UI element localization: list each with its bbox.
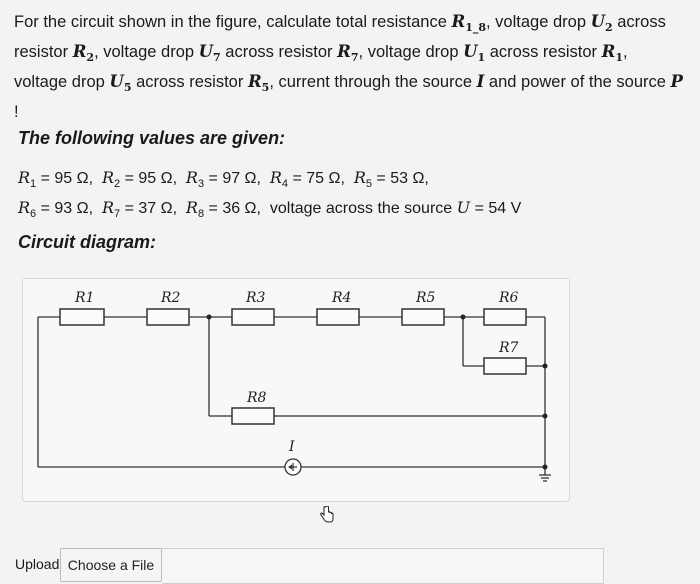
resistor-r7 (484, 358, 526, 374)
symbol-i: I (476, 72, 485, 91)
problem-text: across resistor (136, 73, 244, 91)
symbol-p: P (670, 72, 683, 91)
value-r4: $R_4 = 75$ Ω, (269, 168, 345, 190)
value-r7: $R_7 = 37$ Ω, (101, 198, 178, 220)
value-r3: $R_3 = 97$ Ω, (185, 168, 261, 190)
given-values-heading: The following values are given: (18, 128, 286, 148)
problem-text: , current through the source (269, 73, 473, 91)
choose-file-button[interactable]: Choose a File (60, 548, 162, 582)
label-r4: R4 (332, 290, 352, 306)
label-r1: R1 (75, 290, 95, 306)
resistor-r1 (60, 309, 104, 325)
value-source-voltage: voltage across the source U = 54 V (269, 198, 522, 217)
problem-text: and power of the source (488, 73, 666, 91)
problem-text: , voltage drop (94, 43, 195, 61)
value-r8: $R_8 = 36$ Ω, (185, 198, 261, 220)
problem-text: , voltage drop (358, 43, 459, 61)
upload-row (0, 542, 700, 584)
circuit-diagram (22, 278, 570, 502)
upload-label: Upload (15, 556, 60, 572)
junction-dot (461, 315, 466, 320)
given-values (18, 166, 521, 226)
circuit-diagram-heading: Circuit diagram: (18, 232, 157, 252)
resistor-r5 (402, 309, 444, 325)
junction-dot (543, 364, 548, 369)
value-r2: $R_2 = 95$ Ω, (101, 168, 178, 190)
label-r7: R7 (499, 340, 519, 356)
resistor-r8 (232, 408, 274, 424)
problem-text: across resistor (225, 43, 333, 61)
label-r6: R6 (499, 290, 519, 306)
symbol-u5: $U_5$ (109, 72, 132, 94)
label-source-current: I (289, 439, 295, 455)
problem-text: For the circuit shown in the figure, calculate total resistance (14, 13, 447, 31)
values-line-2 (18, 196, 521, 226)
label-r5: R5 (416, 290, 436, 306)
symbol-r18: $R_{1\_8}$ (451, 12, 487, 34)
junction-dot (207, 315, 212, 320)
value-r6: $R_6 = 93$ Ω, (18, 198, 94, 220)
symbol-r1: $R_1$ (601, 42, 623, 64)
label-r3: R3 (246, 290, 266, 306)
symbol-u7: $U_7$ (198, 42, 221, 64)
problem-text: across resistor (489, 43, 598, 61)
symbol-u1: $U_1$ (463, 42, 486, 64)
file-name-area[interactable] (162, 548, 604, 584)
symbol-u2: $U_2$ (590, 12, 613, 34)
value-r1: $R_1 = 95$ Ω, (18, 168, 94, 190)
label-r8: R8 (247, 390, 267, 406)
problem-text: across resistor (14, 13, 666, 61)
voltage-source (285, 459, 301, 475)
resistor-r3 (232, 309, 274, 325)
symbol-r5: $R_5$ (247, 72, 270, 94)
junction-dot (543, 414, 548, 419)
problem-statement (14, 10, 684, 124)
circuit-svg (23, 279, 569, 501)
values-line-1 (18, 166, 521, 196)
hand-cursor-icon (319, 506, 335, 524)
label-r2: R2 (161, 290, 181, 306)
resistor-r6 (484, 309, 526, 325)
symbol-r7: $R_7$ (337, 42, 359, 64)
problem-text: , voltage drop (14, 43, 628, 91)
junction-dot (543, 465, 548, 470)
resistor-r2 (147, 309, 189, 325)
problem-text: ! (14, 103, 19, 121)
value-r5: $R_5 = 53$ Ω, (353, 168, 429, 190)
symbol-r2: $R_2$ (72, 42, 95, 64)
problem-text: , voltage drop (486, 13, 586, 31)
resistor-r4 (317, 309, 359, 325)
